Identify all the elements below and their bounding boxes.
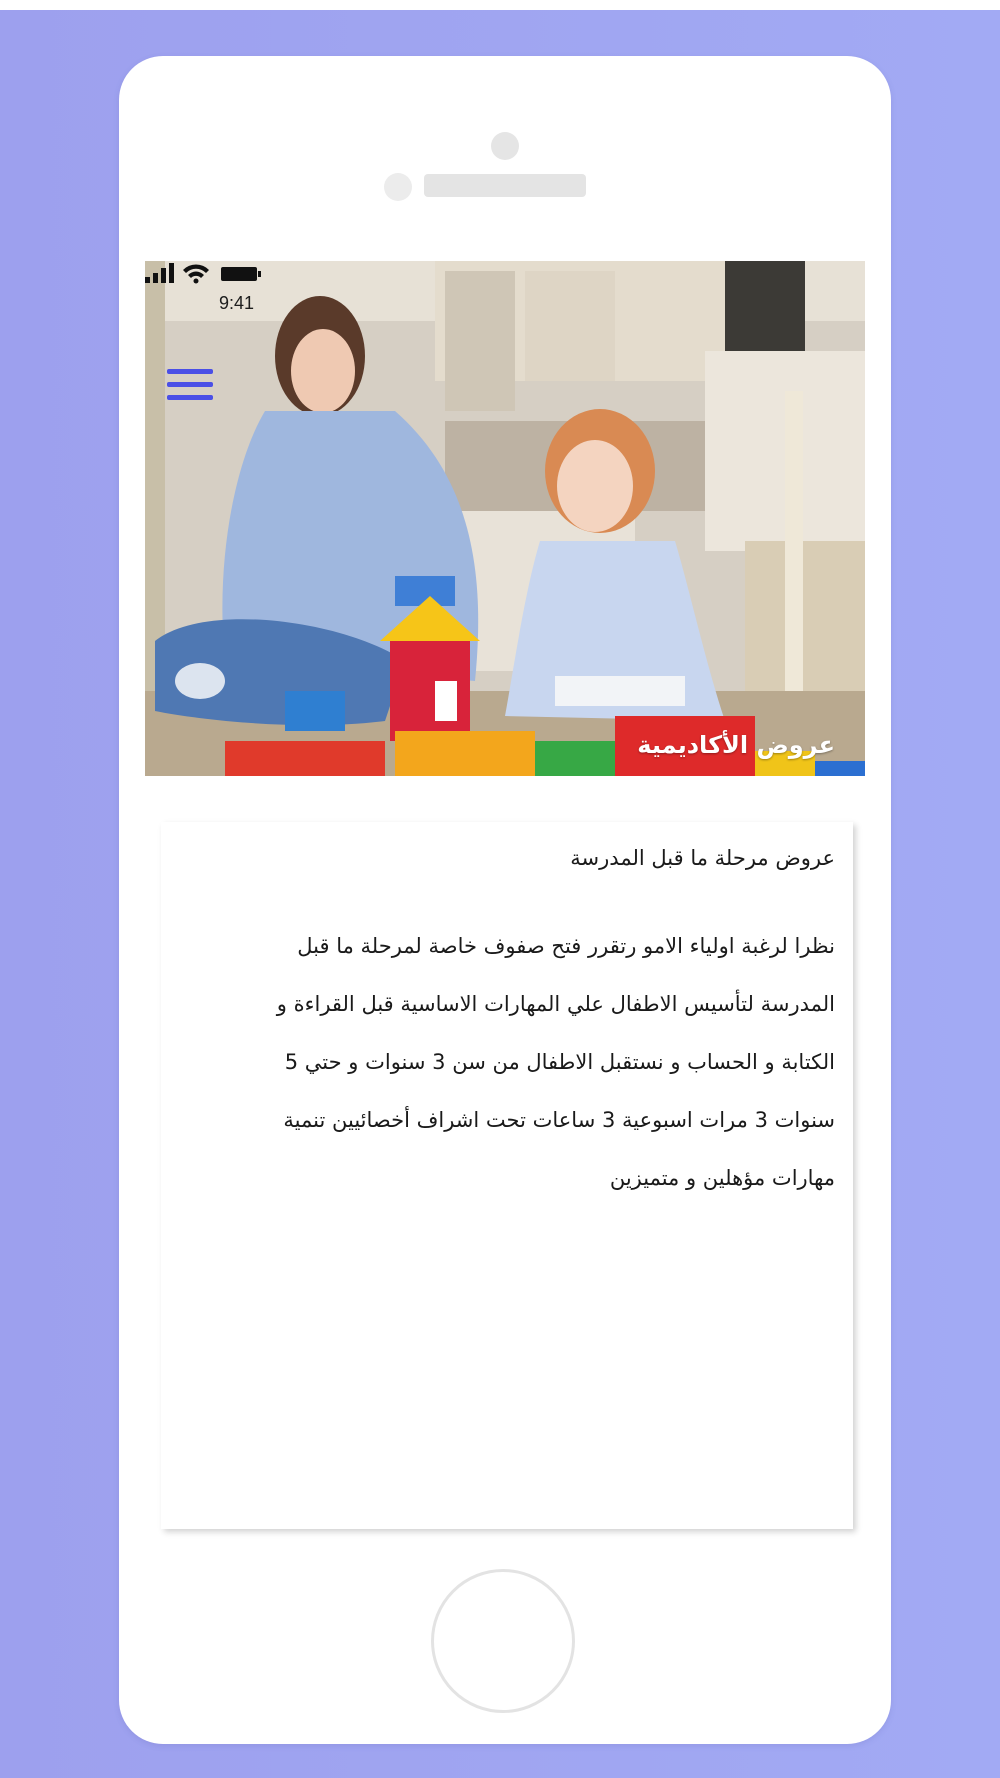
proximity-sensor <box>384 173 412 201</box>
card-heading: عروض مرحلة ما قبل المدرسة <box>570 846 835 870</box>
earpiece-speaker <box>424 174 586 197</box>
card-body <box>195 917 835 1207</box>
hero-photo <box>145 261 865 776</box>
home-button[interactable] <box>431 1569 575 1713</box>
body-line: المدرسة لتأسيس الاطفال علي المهارات الاساسية قبل القراءة و <box>276 992 835 1016</box>
hamburger-menu-icon[interactable] <box>167 369 213 405</box>
menu-line <box>167 382 213 387</box>
body-line: سنوات 3 مرات اسبوعية 3 ساعات تحت اشراف أخصائيين تنمية <box>283 1108 835 1132</box>
body-line: مهارات مؤهلين و متميزين <box>609 1166 835 1190</box>
hero-banner <box>145 261 865 776</box>
front-camera <box>491 132 519 160</box>
body-line: الكتابة و الحساب و نستقبل الاطفال من سن 3 سنوات و حتي 5 <box>284 1050 835 1074</box>
menu-line <box>167 395 213 400</box>
cellular-signal-icon <box>145 263 174 283</box>
menu-line <box>167 369 213 374</box>
offer-card <box>161 822 853 1529</box>
status-icons <box>145 261 265 285</box>
battery-icon <box>221 267 261 281</box>
hero-title: عروض الأكاديمية <box>637 731 835 759</box>
status-time: 9:41 <box>219 293 255 313</box>
body-line: نظرا لرغبة اولياء الامو رتقرر فتح صفوف خاصة لمرحلة ما قبل <box>297 934 835 958</box>
wifi-icon <box>183 264 209 283</box>
